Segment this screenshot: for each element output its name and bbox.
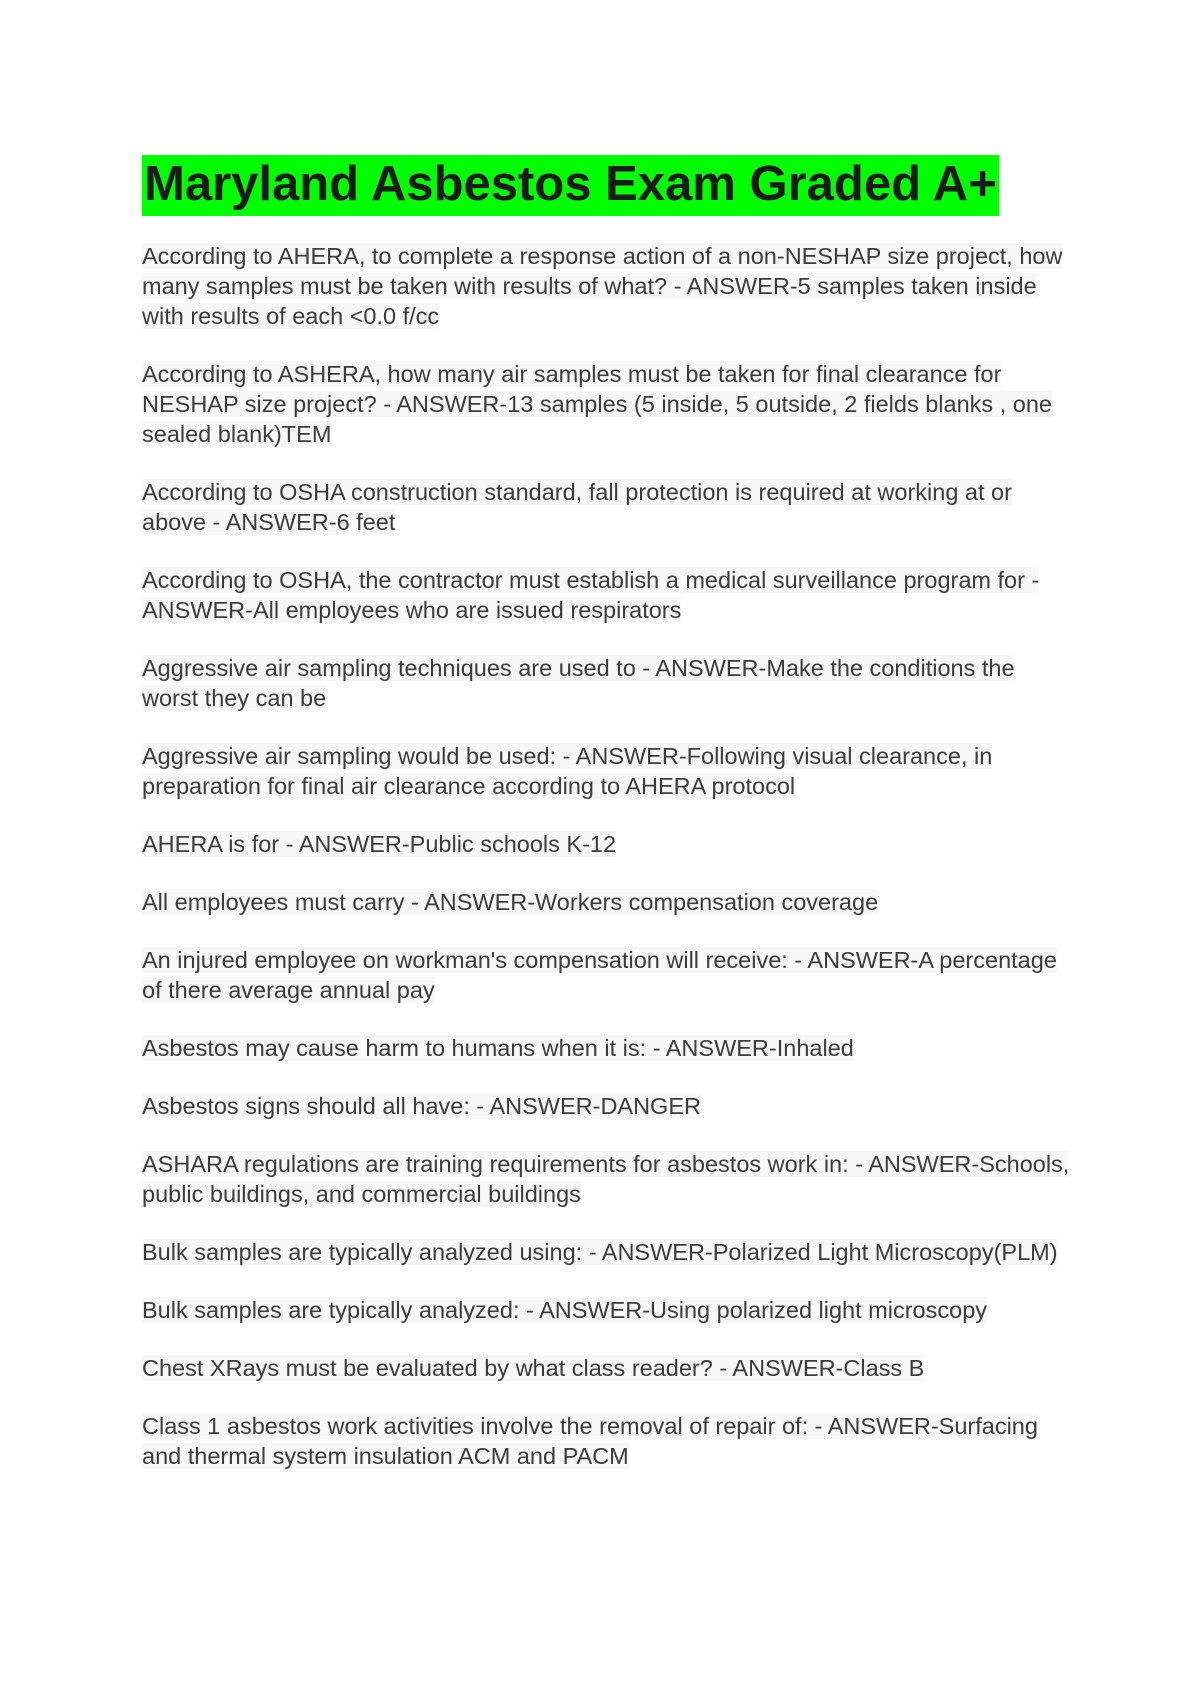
qa-text: Bulk samples are typically analyzed using: - ANSWER-Polarized Light Microscopy(PLM)	[142, 1238, 1058, 1265]
qa-text: An injured employee on workman's compensation will receive: - ANSWER-A percentage of there average annual pay	[142, 946, 1057, 1003]
qa-item	[142, 1237, 1072, 1267]
qa-item	[142, 887, 1072, 917]
qa-text: Asbestos may cause harm to humans when it is: - ANSWER-Inhaled	[142, 1034, 854, 1061]
qa-text: According to OSHA, the contractor must establish a medical surveillance program for - ANSWER-All employees who are issued respirators	[142, 566, 1040, 623]
qa-text: All employees must carry - ANSWER-Workers compensation coverage	[142, 888, 879, 915]
qa-item	[142, 1149, 1072, 1209]
qa-item	[142, 741, 1072, 801]
qa-item	[142, 945, 1072, 1005]
qa-item	[142, 1295, 1072, 1325]
qa-text: Bulk samples are typically analyzed: - ANSWER-Using polarized light microscopy	[142, 1296, 988, 1323]
qa-text: According to ASHERA, how many air samples must be taken for final clearance for NESHAP size project? - ANSWER-13 samples (5 inside, 5 outside, 2 fields blanks , one sealed blank)TEM	[142, 360, 1052, 447]
qa-item	[142, 241, 1072, 331]
document-title: Maryland Asbestos Exam Graded A+	[142, 155, 999, 216]
qa-text: According to OSHA construction standard, fall protection is required at working at or above - ANSWER-6 feet	[142, 478, 1012, 535]
qa-text: Aggressive air sampling would be used: - ANSWER-Following visual clearance, in preparation for final air clearance according to AHERA protocol	[142, 742, 993, 799]
qa-item	[142, 1353, 1072, 1383]
qa-text: ASHARA regulations are training requirements for asbestos work in: - ANSWER-Schools, public buildings, and commercial buildings	[142, 1150, 1070, 1207]
qa-text: Asbestos signs should all have: - ANSWER-DANGER	[142, 1092, 701, 1119]
qa-text: Class 1 asbestos work activities involve the removal of repair of: - ANSWER-Surfacing and thermal system insulation ACM and PACM	[142, 1412, 1038, 1469]
qa-item	[142, 565, 1072, 625]
qa-item	[142, 653, 1072, 713]
qa-text: According to AHERA, to complete a response action of a non-NESHAP size project, how many samples must be taken with results of what? - ANSWER-5 samples taken inside with results of each <0.0 f/cc	[142, 242, 1063, 329]
qa-text: Aggressive air sampling techniques are used to - ANSWER-Make the conditions the worst they can be	[142, 654, 1015, 711]
qa-item	[142, 829, 1072, 859]
qa-item	[142, 477, 1072, 537]
qa-item	[142, 1091, 1072, 1121]
qa-text: AHERA is for - ANSWER-Public schools K-12	[142, 830, 617, 857]
qa-item	[142, 1033, 1072, 1063]
qa-item	[142, 1411, 1072, 1471]
document-page	[142, 155, 1072, 1499]
qa-item	[142, 359, 1072, 449]
qa-text: Chest XRays must be evaluated by what class reader? - ANSWER-Class B	[142, 1354, 925, 1381]
